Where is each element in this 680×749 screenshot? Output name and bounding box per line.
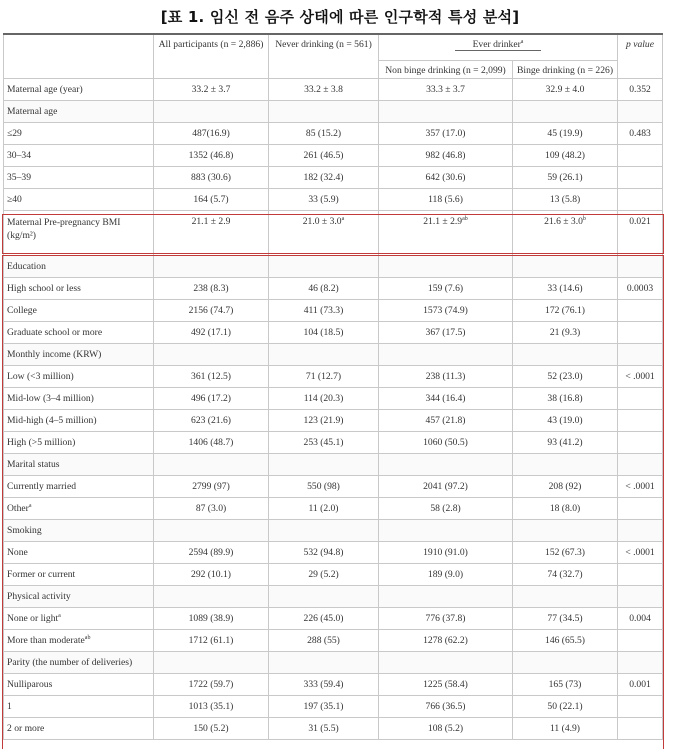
table-row: Currently married 2799 (97) 550 (98) 2041 (97.2) 208 (92) < .0001 [4, 476, 663, 498]
header-p-value: p value [618, 34, 663, 79]
section-row: Monthly income (KRW) [4, 344, 663, 366]
table-row: Mid-low (3–4 million) 496 (17.2) 114 (20.3) 344 (16.4) 38 (16.8) [4, 388, 663, 410]
table-row: 2 or more 150 (5.2) 31 (5.5) 108 (5.2) 11 (4.9) [4, 718, 663, 740]
header-blank [4, 34, 154, 79]
table-row: College 2156 (74.7) 411 (73.3) 1573 (74.9) 172 (76.1) [4, 300, 663, 322]
table-row: Other$^a$ 87 (3.0) 11 (2.0) 58 (2.8) 18 (8.0) [4, 498, 663, 520]
header-all-participants: All participants (n = 2,886) [154, 34, 269, 79]
table-row: Low (<3 million) 361 (12.5) 71 (12.7) 238 (11.3) 52 (23.0) < .0001 [4, 366, 663, 388]
section-row: Physical activity [4, 586, 663, 608]
header-binge: Binge drinking (n = 226) [513, 61, 618, 79]
header-ever-drinker: Ever drinker$^a$ [379, 34, 618, 61]
section-row: Education [4, 256, 663, 278]
demographics-table [3, 33, 663, 740]
table-row: 1 1013 (35.1) 197 (35.1) 766 (36.5) 50 (22.1) [4, 696, 663, 718]
table-row: More than moderate$^{ab}$ 1712 (61.1) 288 (55) 1278 (62.2) 146 (65.5) [4, 630, 663, 652]
table-row: Nulliparous 1722 (59.7) 333 (59.4) 1225 (58.4) 165 (73) 0.001 [4, 674, 663, 696]
section-row: Parity (the number of deliveries) [4, 652, 663, 674]
table-row: Former or current 292 (10.1) 29 (5.2) 189 (9.0) 74 (32.7) [4, 564, 663, 586]
section-row: Smoking [4, 520, 663, 542]
header-non-binge: Non binge drinking (n = 2,099) [379, 61, 513, 79]
table-row: None 2594 (89.9) 532 (94.8) 1910 (91.0) 152 (67.3) < .0001 [4, 542, 663, 564]
table-row: Mid-high (4–5 million) 623 (21.6) 123 (21.9) 457 (21.8) 43 (19.0) [4, 410, 663, 432]
table-row: 30–34 1352 (46.8) 261 (46.5) 982 (46.8) 109 (48.2) [4, 145, 663, 167]
table-row: High school or less 238 (8.3) 46 (8.2) 159 (7.6) 33 (14.6) 0.0003 [4, 278, 663, 300]
table-row-bmi: Maternal Pre-pregnancy BMI (kg/m²) 21.1 ± 2.9 21.0 ± 3.0$^a$ 21.1 ± 2.9$^{ab}$ 21.6 ± 3.0$^b$ 0.021 [4, 211, 663, 256]
table-row: ≥40 164 (5.7) 33 (5.9) 118 (5.6) 13 (5.8) [4, 189, 663, 211]
table-row: 35–39 883 (30.6) 182 (32.4) 642 (30.6) 59 (26.1) [4, 167, 663, 189]
table-title: [표 1. 임신 전 음주 상태에 따른 인구학적 특성 분석] [160, 8, 520, 26]
table-row: High (>5 million) 1406 (48.7) 253 (45.1) 1060 (50.5) 93 (41.2) [4, 432, 663, 454]
section-row: Marital status [4, 454, 663, 476]
table-row: Maternal age (year) 33.2 ± 3.7 33.2 ± 3.8 33.3 ± 3.7 32.9 ± 4.0 0.352 [4, 79, 663, 101]
header-never-drinking: Never drinking (n = 561) [269, 34, 379, 79]
section-row: Maternal age [4, 101, 663, 123]
table-row: ≤29 487(16.9) 85 (15.2) 357 (17.0) 45 (19.9) 0.483 [4, 123, 663, 145]
table-row: None or light$^a$ 1089 (38.9) 226 (45.0) 776 (37.8) 77 (34.5) 0.004 [4, 608, 663, 630]
table-row: Graduate school or more 492 (17.1) 104 (18.5) 367 (17.5) 21 (9.3) [4, 322, 663, 344]
